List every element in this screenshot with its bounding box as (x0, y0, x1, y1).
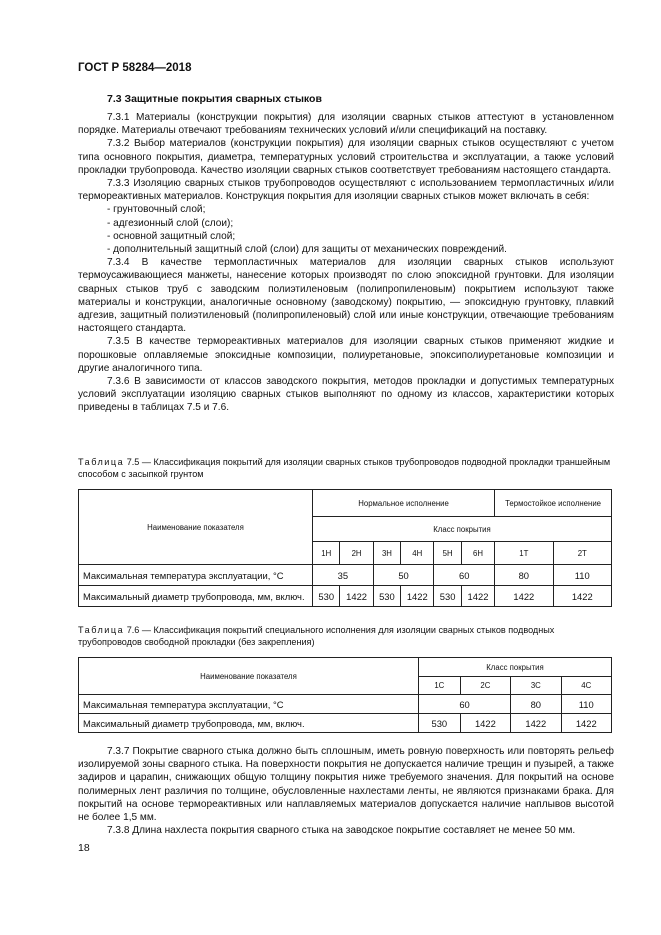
param-header: Наименование показателя (79, 490, 313, 565)
page-number: 18 (78, 842, 90, 854)
class-cell: 3С (511, 677, 561, 695)
class-cell: 4Н (401, 542, 434, 565)
paragraph: 7.3.2 Выбор материалов (конструкции покрытия) для изоляции сварных стыков осуществляют с учетом типа основного покрытия, диаметра, температурных условий строительства и эксплуатации, а также условий прокладки трубопровода. Качество изоляции сварных стыков соответствует требованиям настоящего стандарта. (78, 138, 614, 176)
value-cell: 60 (419, 695, 511, 714)
row-label: Максимальный диаметр трубопровода, мм, включ. (79, 714, 419, 733)
standard-header: ГОСТ Р 58284—2018 (78, 62, 192, 74)
body-text-top (78, 111, 614, 415)
table-7-6-caption (78, 625, 618, 648)
list-item: - грунтовочный слой; (107, 204, 206, 216)
value-cell: 530 (419, 714, 461, 733)
class-cell: 4С (561, 677, 611, 695)
class-header: Класс покрытия (313, 517, 612, 542)
value-cell: 1422 (495, 586, 553, 607)
value-cell: 530 (373, 586, 400, 607)
paragraph: 7.3.6 В зависимости от классов заводского покрытия, методов прокладки и допустимых температурных условий эксплуатации изоляцию сварных стыков выполняют по одному из классов, характеристики которых приведены в таблицах 7.5 и 7.6. (78, 376, 614, 414)
class-cell: 1С (419, 677, 461, 695)
paragraph: 7.3.7 Покрытие сварного стыка должно быть сплошным, иметь ровную поверхность или повторять рельеф изолируемой зоны сварного стыка. На поверхности покрытия не допускается наличие трещин и пузырей, а также задиров и царапин, снижающих общую толщину покрытия ниже требуемого значения. Для покрытий на основе полимерных лент различия по толщине, обусловленные нахлестами ленты, не являются признаками брака. Для покрытий на основе термореактивных или наплавляемых материалов допускается наличие наплывов высотой не более 1,5 мм. (78, 746, 614, 824)
table-label: Таблица (78, 457, 125, 467)
class-cell: 1Н (313, 542, 340, 565)
value-cell: 1422 (460, 714, 510, 733)
body-text-bottom (78, 745, 614, 837)
value-cell: 110 (561, 695, 611, 714)
table-caption-text: 7.5 — Классификация покрытий для изоляции сварных стыков трубопроводов подводной прокладки траншейным способом с засыпкой грунтом (78, 457, 611, 479)
row-label: Максимальный диаметр трубопровода, мм, включ. (79, 586, 313, 607)
normal-header: Нормальное исполнение (313, 490, 495, 517)
list-item: - адгезионный слой (слои); (107, 217, 234, 229)
table-7-5 (78, 489, 612, 607)
paragraph: 7.3.1 Материалы (конструкции покрытия) для изоляции сварных стыков аттестуют в установленном порядке. Материалы отвечают требованиям технических условий и/или спецификаций на поставку. (78, 112, 614, 137)
value-cell: 80 (495, 565, 553, 586)
value-cell: 1422 (553, 586, 611, 607)
class-header: Класс покрытия (419, 658, 612, 677)
class-cell: 2Т (553, 542, 611, 565)
paragraph: 7.3.8 Длина нахлеста покрытия сварного стыка на заводское покрытие составляет не менее 50 мм. (107, 825, 576, 837)
class-cell: 3Н (373, 542, 400, 565)
value-cell: 1422 (401, 586, 434, 607)
table-7-5-caption (78, 457, 618, 480)
paragraph: 7.3.5 В качестве термореактивных материалов для изоляции сварных стыков применяют жидкие и порошковые оплавляемые эпоксидные композиции, полиуретановые, эпоксиполиуретановые композиции и другие аналогичного типа. (78, 336, 614, 374)
class-cell: 5Н (434, 542, 461, 565)
table-label: Таблица (78, 625, 125, 635)
class-cell: 2С (460, 677, 510, 695)
param-header: Наименование показателя (79, 658, 419, 695)
table-7-6 (78, 657, 612, 733)
value-cell: 110 (553, 565, 611, 586)
value-cell: 50 (373, 565, 434, 586)
row-label: Максимальная температура эксплуатации, °С (79, 695, 419, 714)
value-cell: 1422 (340, 586, 373, 607)
value-cell: 1422 (511, 714, 561, 733)
value-cell: 80 (511, 695, 561, 714)
class-cell: 1Т (495, 542, 553, 565)
class-cell: 2Н (340, 542, 373, 565)
heat-header: Термостойкое исполнение (495, 490, 612, 517)
value-cell: 35 (313, 565, 374, 586)
table-caption-text: 7.6 — Классификация покрытий специального исполнения для изоляции сварных стыков подводных трубопроводов свободной прокладки (без закрепления) (78, 625, 555, 647)
value-cell: 60 (434, 565, 495, 586)
value-cell: 530 (313, 586, 340, 607)
section-title: 7.3 Защитные покрытия сварных стыков (107, 93, 322, 105)
class-cell: 6Н (461, 542, 494, 565)
value-cell: 530 (434, 586, 461, 607)
value-cell: 1422 (461, 586, 494, 607)
paragraph: 7.3.4 В качестве термопластичных материалов для изоляции сварных стыков используют термоусаживающиеся манжеты, нанесение которых производят по слою эпоксидной грунтовки. Для изоляции сварных стыков труб с заводским полиэтиленовым (полипропиленовым) покрытием используют также материалы и конструкции, аналогичные основному (заводскому) покрытию, — эпоксидную грунтовку, плавкий адгезив, защитный полиэтиленовый (полипропиленовый) слой или иные конструкции, отвечающие требованиям настоящего стандарта. (78, 257, 614, 335)
value-cell: 1422 (561, 714, 611, 733)
paragraph: 7.3.3 Изоляцию сварных стыков трубопроводов осуществляют с использованием термопластичных и/или термореактивных материалов. Конструкция покрытия для изоляции сварных стыков может включать в себя: (78, 178, 614, 203)
row-label: Максимальная температура эксплуатации, °С (79, 565, 313, 586)
list-item: - основной защитный слой; (107, 230, 236, 242)
list-item: - дополнительный защитный слой (слои) для защиты от механических повреждений. (107, 244, 507, 256)
